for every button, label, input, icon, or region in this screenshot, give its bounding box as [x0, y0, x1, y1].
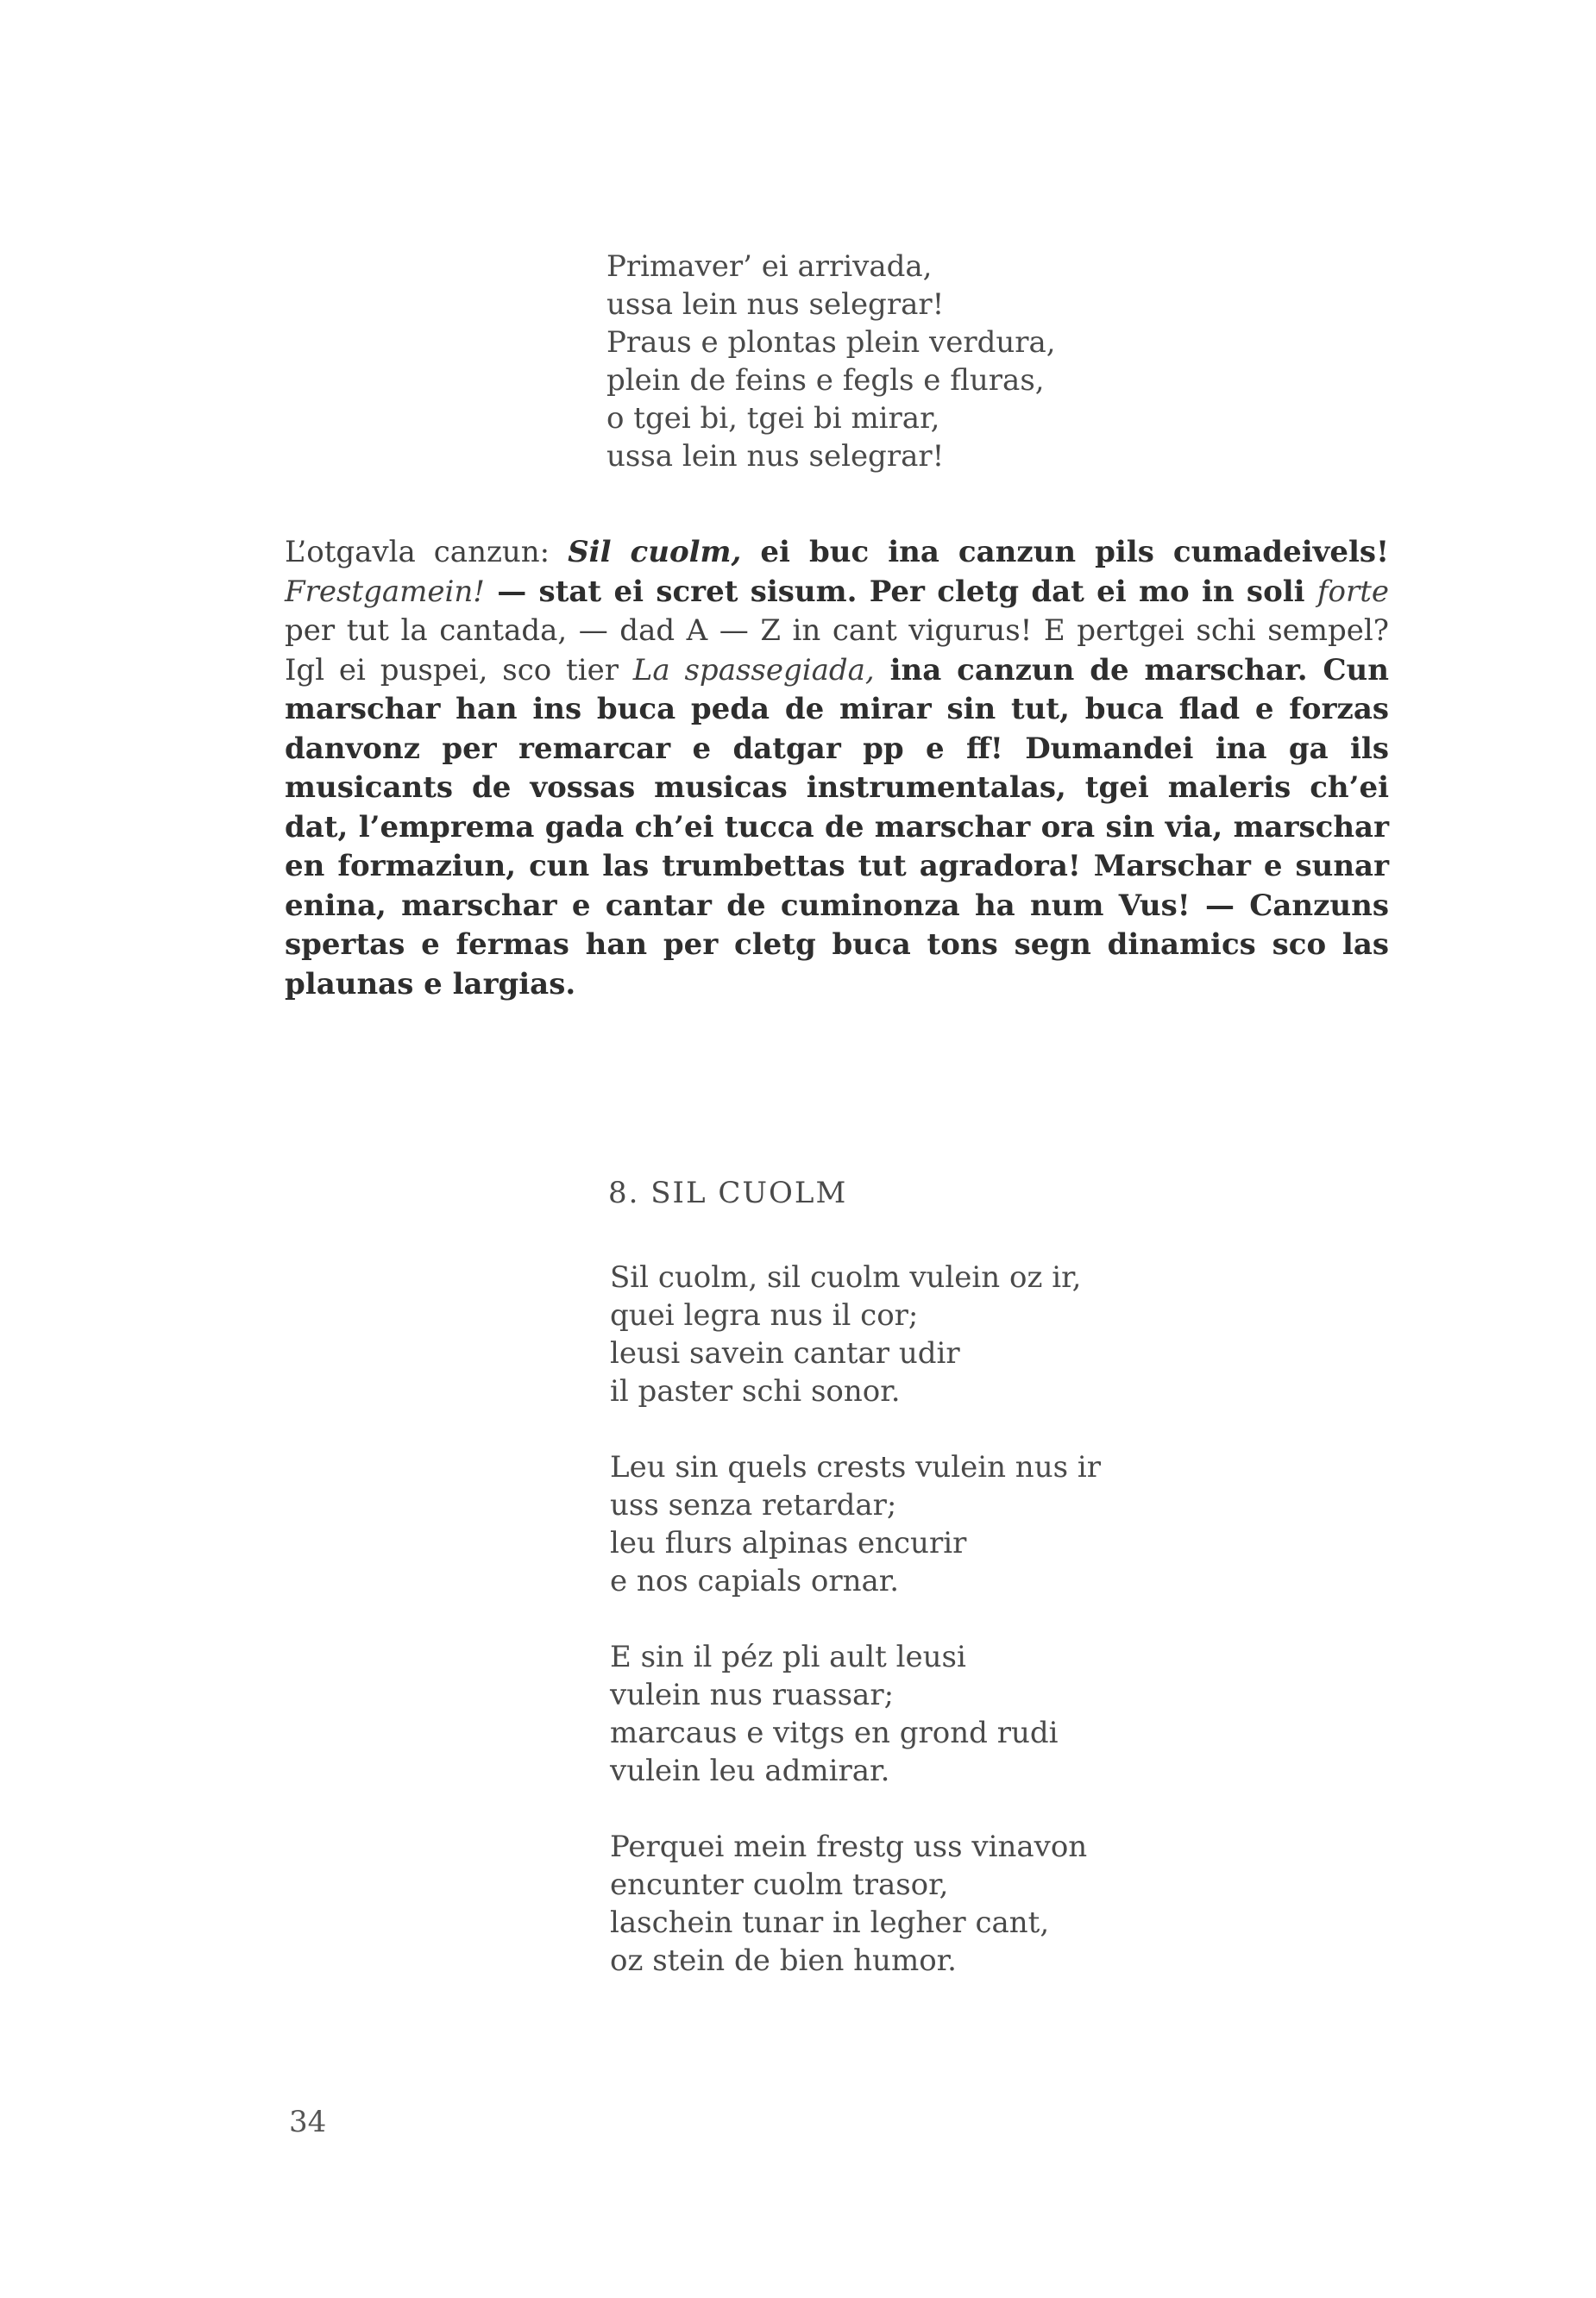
lyric-line: E sin il péz pli ault leusi: [610, 1640, 966, 1674]
lyric-line: quei legra nus il cor;: [610, 1298, 919, 1333]
poem-line: ussa lein nus selegrar!: [606, 439, 945, 474]
lyric-line: laschein tunar in legher cant,: [610, 1906, 1050, 1940]
prose-text: per tut la cantada, — dad A — Z in cant vigurus! E pertgei schi sempel? Igl ei puspei, sco tier: [285, 613, 1389, 688]
poem-line: o tgei bi, tgei bi mirar,: [606, 401, 940, 436]
lyric-line: encunter cuolm trasor,: [610, 1868, 949, 1902]
lyric-line: vulein nus ruassar;: [610, 1678, 895, 1712]
commentary-paragraph: [285, 533, 1389, 1004]
poem-line: ussa lein nus selegrar!: [606, 287, 945, 322]
page-number: 34: [289, 2105, 327, 2139]
opening-poem: [606, 248, 1056, 475]
prose-text: L’otgavla canzun:: [285, 535, 569, 569]
poem-line: Primaver’ ei arrivada,: [606, 249, 933, 284]
song-name-italic: La spassegiada,: [632, 652, 875, 688]
stanza: [610, 1448, 1101, 1600]
lyric-line: il paster schi sonor.: [610, 1374, 901, 1409]
lyric-line: marcaus e vitgs en grond rudi: [610, 1716, 1059, 1750]
prose-text: ei buc ina canzun pils cumadeivels!: [741, 535, 1389, 569]
poem-line: Praus e plontas plein verdura,: [606, 325, 1056, 360]
lyric-line: Leu sin quels crests vulein nus ir: [610, 1450, 1101, 1485]
lyric-line: leusi savein cantar udir: [610, 1336, 960, 1371]
stanza: [610, 1638, 1101, 1790]
prose-text: — stat ei scret sisum. Per cletg dat ei mo in soli: [484, 574, 1317, 609]
lyric-line: e nos capials ornar.: [610, 1564, 900, 1598]
tempo-marking-italic: Frestgamein!: [285, 574, 485, 609]
song-title: 8. SIL CUOLM: [608, 1176, 848, 1210]
lyric-line: leu flurs alpinas encurir: [610, 1526, 967, 1560]
dynamic-marking-italic: forte: [1316, 574, 1389, 609]
stanza: [610, 1828, 1101, 1980]
lyric-line: Perquei mein frestg uss vinavon: [610, 1830, 1088, 1864]
poem-line: plein de feins e fegls e fluras,: [606, 363, 1045, 398]
lyric-line: oz stein de bien humor.: [610, 1943, 957, 1978]
prose-text: ina canzun de marschar. Cun marschar han ins buca peda de mirar sin tut, buca flad e forzas danvonz per remarcar e datgar pp e ff! Dumandei ina ga ils musicants de vossas musicas instrumentalas, tgei maleris ch’ei dat, l’emprema gada ch’ei tucca de marschar ora sin via, marschar en formaziun, cun las trumbettas tut agradora! Marschar e sunar enina, marschar e cantar de cuminonza ha num Vus! — Canzuns spertas e fermas han per cletg buca tons segn dinamics sco las plaunas e largias.: [285, 652, 1389, 1001]
stanza: [610, 1259, 1101, 1410]
song-lyrics: [610, 1259, 1101, 2018]
lyric-line: uss senza retardar;: [610, 1488, 897, 1523]
lyric-line: Sil cuolm, sil cuolm vulein oz ir,: [610, 1260, 1082, 1295]
song-name-italic: Sil cuolm,: [568, 535, 742, 569]
lyric-line: vulein leu admirar.: [610, 1754, 890, 1788]
